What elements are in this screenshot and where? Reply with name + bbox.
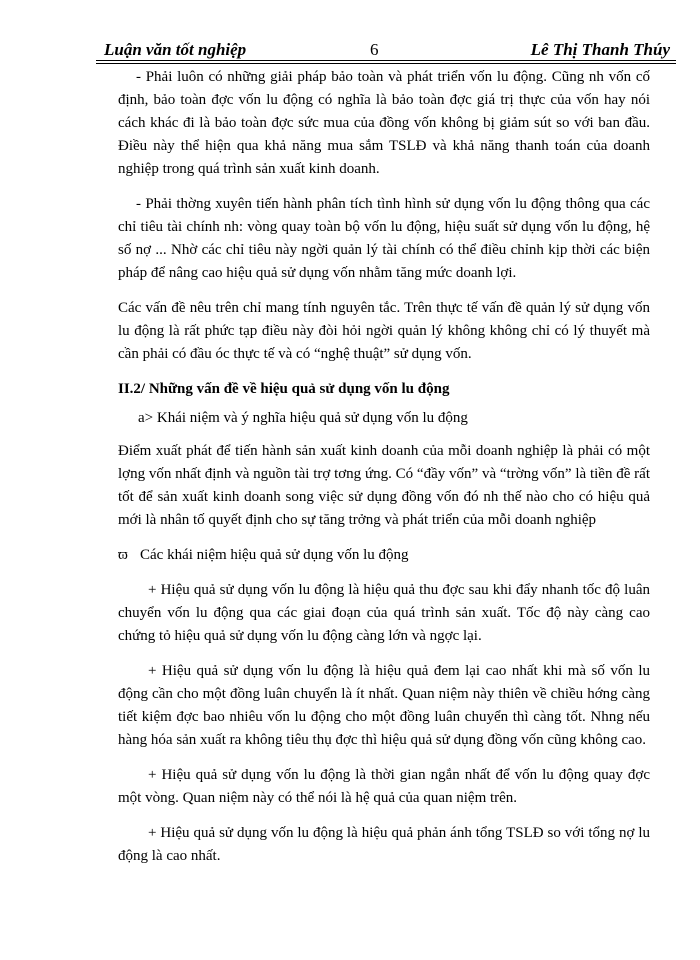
bullet-symbol-icon: ϖ [118,547,128,563]
paragraph-8: + Hiệu quả sử dụng vốn lu động là hiệu quả phản ánh tổng TSLĐ so với tổng nợ lu động là cao nhất. [118,825,650,864]
section-heading: II.2/ Những vấn đề về hiệu quả sử dụng vốn lu động [118,381,450,397]
paragraph-2: - Phải thờng xuyên tiến hành phân tích tình hình sử dụng vốn lu động thông qua các chỉ tiêu tài chính nh: vòng quay toàn bộ vốn lu động, hiệu suất sử dụng vốn lu động, hệ số nợ ... Nhờ các chỉ tiêu này ngời quản lý tài chính có thể điều chỉnh kịp thời các biện pháp để nâng cao hiệu quả sử dụng vốn nhằm tăng mức doanh lợi. [118,196,650,281]
paragraph-7: + Hiệu quả sử dụng vốn lu động là thời gian ngắn nhất để vốn lu động quay đợc một vòng. Quan niệm này có thể nói là hệ quả của quan niệm trên. [118,767,650,806]
header-rule [96,60,676,61]
header-author: Lê Thị Thanh Thúy [530,40,670,59]
paragraph-5: + Hiệu quả sử dụng vốn lu động là hiệu quả thu đợc sau khi đẩy nhanh tốc độ luân chuyển vốn lu động qua các giai đoạn của quá trình sản xuất. Tốc độ này càng cao chứng tỏ hiệu quả sử dụng vốn lu động càng lớn và ngợc lại. [118,582,650,644]
page-header [96,40,676,62]
bullet-text: Các khái niệm hiệu quả sử dụng vốn lu động [140,547,409,563]
paragraph-4: Điểm xuất phát để tiến hành sản xuất kinh doanh của mỗi doanh nghiệp là phải có một lợng vốn nhất định và nguồn tài trợ tơng ứng. Có “đầy vốn” và “trờng vốn” là tiền đề rất tốt để sản xuất kinh doanh song việc sử dụng đồng vốn đó nh thế nào cho có hiệu quả mới là nhân tố quyết định cho sự tăng trởng và phát triển của mỗi doanh nghiệp [118,443,650,528]
header-thesis-title: Luận văn tốt nghiệp [104,40,247,59]
paragraph-1: - Phải luôn có những giải pháp bảo toàn và phát triển vốn lu động. Cũng nh vốn cố định, bảo toàn đợc vốn lu động có nghĩa là bảo toàn đợc giá trị thực của vốn hay nói cách khác đi là bảo toàn đợc sức mua của đồng vốn không bị giảm sút so với ban đầu. Điều này thể hiện qua khả năng mua sắm TSLĐ và khả năng thanh toán của doanh nghiệp trong quá trình sản xuất kinh doanh. [118,69,650,177]
page-body [118,66,650,880]
paragraph-3: Các vấn đề nêu trên chỉ mang tính nguyên tắc. Trên thực tế vấn đề quản lý sử dụng vốn lu động là rất phức tạp điều này đòi hỏi ngời quản lý không không chỉ có lý thuyết mà cần phải có đầu óc thực tế và có “nghệ thuật” sử dụng vốn. [118,300,650,362]
bullet-item [118,544,650,567]
subsection-heading: a> Khái niệm và ý nghĩa hiệu quả sử dụng vốn lu động [138,410,468,426]
paragraph-6: + Hiệu quả sử dụng vốn lu động là hiệu quả đem lại cao nhất khi mà số vốn lu động cần cho một đồng luân chuyển là ít nhất. Quan niệm này thiên về chiều hớng càng tiết kiệm đợc bao nhiêu vốn lu động cho một đồng luân chuyển thì càng tốt. Nhng nếu hàng hóa sản xuất ra không tiêu thụ đợc thì hiệu quả sử dụng đồng vốn cũng không cao. [118,663,650,748]
page-number: 6 [370,40,379,59]
header-rule-thin [96,63,676,64]
